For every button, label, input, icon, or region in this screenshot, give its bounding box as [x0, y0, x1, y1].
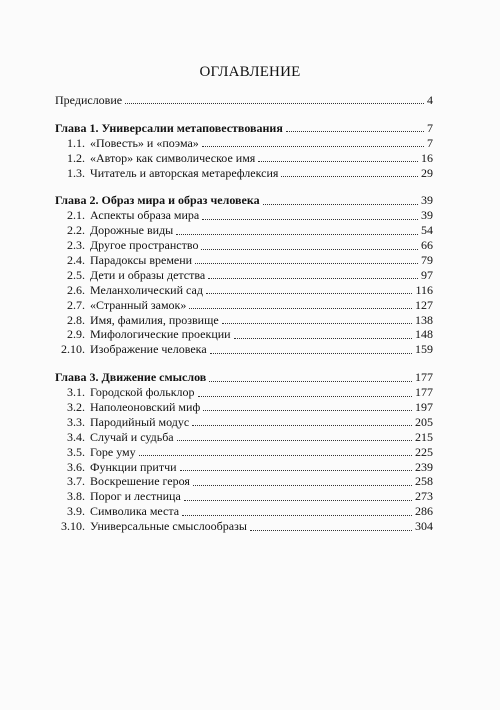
dot-leader — [206, 284, 413, 294]
toc-page-number: 4 — [427, 93, 433, 107]
toc-page-number: 177 — [415, 370, 433, 385]
toc-page-number: 138 — [415, 312, 433, 327]
dot-leader — [192, 416, 412, 426]
toc-page-number: 116 — [415, 282, 433, 297]
toc-page-number: 79 — [421, 253, 433, 268]
toc-page-number: 39 — [421, 193, 433, 208]
toc-entry[interactable] — [55, 298, 433, 313]
toc-entry-number: 2.7. — [67, 297, 85, 312]
dot-leader — [139, 446, 412, 456]
toc-entry-label: Наполеоновский миф — [90, 400, 201, 415]
section-spacer — [55, 357, 433, 370]
toc-entry-label: «Странный замок» — [90, 297, 187, 312]
toc-page-number: 7 — [427, 135, 433, 150]
toc-entry-label: Пародийный модус — [90, 414, 190, 429]
dot-leader — [203, 401, 412, 411]
toc-entry-label: Парадоксы времени — [90, 253, 193, 268]
chapters-container — [55, 108, 433, 534]
dot-leader — [184, 491, 412, 501]
toc-entry[interactable] — [55, 268, 433, 283]
toc-entry-number: 2.2. — [67, 223, 85, 238]
toc-entry-label: Горе уму — [90, 444, 136, 459]
toc-entry-number: 2.4. — [67, 253, 85, 268]
toc-page-number: 239 — [415, 459, 433, 474]
toc-entry[interactable] — [55, 400, 433, 415]
toc-entry-label: «Автор» как символическое имя — [90, 150, 256, 165]
toc-chapter-heading[interactable] — [55, 370, 433, 385]
toc-entry[interactable] — [55, 504, 433, 519]
toc-entry-number: 3.1. — [67, 385, 85, 400]
toc-entry-label: Мифологические проекции — [90, 327, 231, 342]
dot-leader — [250, 521, 412, 531]
dot-leader — [125, 94, 424, 104]
toc-entry-number: 3.4. — [67, 429, 85, 444]
toc-entry-label: Другое пространство — [90, 238, 199, 253]
toc-entry-number: 2.1. — [67, 208, 85, 223]
toc-entry-label: Меланхолический сад — [90, 282, 203, 297]
toc-page-number: 127 — [415, 297, 433, 312]
dot-leader — [208, 269, 418, 279]
toc-entry[interactable] — [55, 208, 433, 223]
toc-entry[interactable] — [55, 342, 433, 357]
dot-leader — [177, 431, 412, 441]
dot-leader — [202, 137, 424, 147]
dot-leader — [210, 344, 412, 354]
toc-page-number: 148 — [415, 327, 433, 342]
toc-page-number: 66 — [421, 238, 433, 253]
toc-entry-label: Имя, фамилия, прозвище — [90, 312, 219, 327]
toc-chapter-label: Глава 2. Образ мира и образ человека — [55, 193, 260, 208]
dot-leader — [189, 299, 412, 309]
toc-entry-label: Символика места — [90, 504, 180, 519]
toc-entry-number: 3.7. — [67, 474, 85, 489]
toc-page-number: 29 — [421, 165, 433, 180]
dot-leader — [195, 254, 418, 264]
toc-entry-number: 2.3. — [67, 238, 85, 253]
toc-page-number: 286 — [415, 504, 433, 519]
toc-page-number: 205 — [415, 414, 433, 429]
toc-entry-number: 2.5. — [67, 267, 85, 282]
dot-leader — [198, 387, 412, 397]
toc-page-number: 97 — [421, 267, 433, 282]
toc-page-number: 16 — [421, 150, 433, 165]
toc-chapter-label: Глава 1. Универсалии метаповествования — [55, 120, 283, 135]
toc-entry-label: Аспекты образа мира — [90, 208, 200, 223]
toc-chapter-label: Глава 3. Движение смыслов — [55, 370, 207, 385]
toc-page-number: 215 — [415, 429, 433, 444]
toc-page-number: 159 — [415, 342, 433, 357]
toc-page-number: 39 — [421, 208, 433, 223]
toc-entry[interactable] — [55, 415, 433, 430]
toc-entry-number: 1.2. — [67, 150, 85, 165]
toc-entry[interactable] — [55, 283, 433, 298]
dot-leader — [222, 314, 412, 324]
toc-page-number: 225 — [415, 444, 433, 459]
dot-leader — [263, 195, 418, 205]
toc-entry-number: 3.9. — [67, 504, 85, 519]
toc-page-number: 177 — [415, 385, 433, 400]
toc-entry-label: Городской фольклор — [90, 385, 195, 400]
toc-entry-label: «Повесть» и «поэма» — [90, 135, 199, 150]
toc-page-number: 304 — [415, 519, 433, 534]
toc-entry[interactable] — [55, 489, 433, 504]
dot-leader — [202, 210, 418, 220]
dot-leader — [193, 476, 412, 486]
toc-page-number: 54 — [421, 223, 433, 238]
dot-leader — [286, 122, 424, 132]
section-spacer — [55, 180, 433, 193]
toc-entry[interactable] — [55, 253, 433, 268]
toc-entry[interactable] — [55, 166, 433, 181]
toc-page-number: 273 — [415, 489, 433, 504]
toc-entry-label: Изображение человека — [90, 342, 207, 357]
toc-entry[interactable] — [55, 136, 433, 151]
toc-chapter-heading[interactable] — [55, 121, 433, 136]
toc-entry-label: Читатель и авторская метарефлексия — [90, 165, 279, 180]
table-of-contents — [55, 93, 433, 534]
toc-chapter-heading[interactable] — [55, 193, 433, 208]
toc-entry-number: 3.6. — [67, 459, 85, 474]
toc-entry-number: 3.3. — [67, 414, 85, 429]
dot-leader — [182, 506, 412, 516]
toc-entry[interactable] — [55, 223, 433, 238]
toc-entry[interactable] — [55, 460, 433, 475]
toc-entry[interactable] — [55, 151, 433, 166]
toc-entry-preface[interactable] — [55, 93, 433, 108]
toc-entry[interactable] — [55, 238, 433, 253]
dot-leader — [176, 225, 418, 235]
toc-page-number: 197 — [415, 400, 433, 415]
toc-entry-number: 1.3. — [67, 165, 85, 180]
toc-entry[interactable] — [55, 385, 433, 400]
toc-entry-label: Воскрешение героя — [90, 474, 190, 489]
toc-entry-label: Порог и лестница — [90, 489, 181, 504]
toc-entry[interactable] — [55, 313, 433, 328]
toc-entry[interactable] — [55, 445, 433, 460]
toc-entry-number: 3.10. — [61, 519, 85, 534]
toc-entry-number: 2.8. — [67, 312, 85, 327]
toc-entry-label: Функции притчи — [90, 459, 177, 474]
dot-leader — [258, 152, 418, 162]
toc-entry-label: Универсальные смыслообразы — [90, 519, 247, 534]
toc-entry-number: 3.5. — [67, 444, 85, 459]
toc-entry-number: 1.1. — [67, 135, 85, 150]
dot-leader — [201, 240, 418, 250]
toc-entry[interactable] — [55, 519, 433, 534]
dot-leader — [281, 167, 418, 177]
toc-entry[interactable] — [55, 327, 433, 342]
toc-entry-label: Предисловие — [55, 93, 123, 107]
page-title: ОГЛАВЛЕНИЕ — [199, 64, 301, 80]
toc-page-number: 7 — [427, 120, 433, 135]
dot-leader — [180, 461, 412, 471]
toc-page-number: 258 — [415, 474, 433, 489]
toc-entry-number: 2.6. — [67, 282, 85, 297]
toc-entry-number: 3.2. — [67, 400, 85, 415]
toc-entry-number: 2.9. — [67, 327, 85, 342]
toc-entry-label: Дорожные виды — [90, 223, 174, 238]
section-spacer — [55, 108, 433, 121]
dot-leader — [209, 372, 412, 382]
toc-entry-label: Дети и образы детства — [90, 267, 206, 282]
toc-entry-number: 3.8. — [67, 489, 85, 504]
toc-entry[interactable] — [55, 474, 433, 489]
toc-entry-label: Случай и судьба — [90, 429, 174, 444]
toc-entry[interactable] — [55, 430, 433, 445]
toc-entry-number: 2.10. — [61, 342, 85, 357]
dot-leader — [234, 329, 412, 339]
